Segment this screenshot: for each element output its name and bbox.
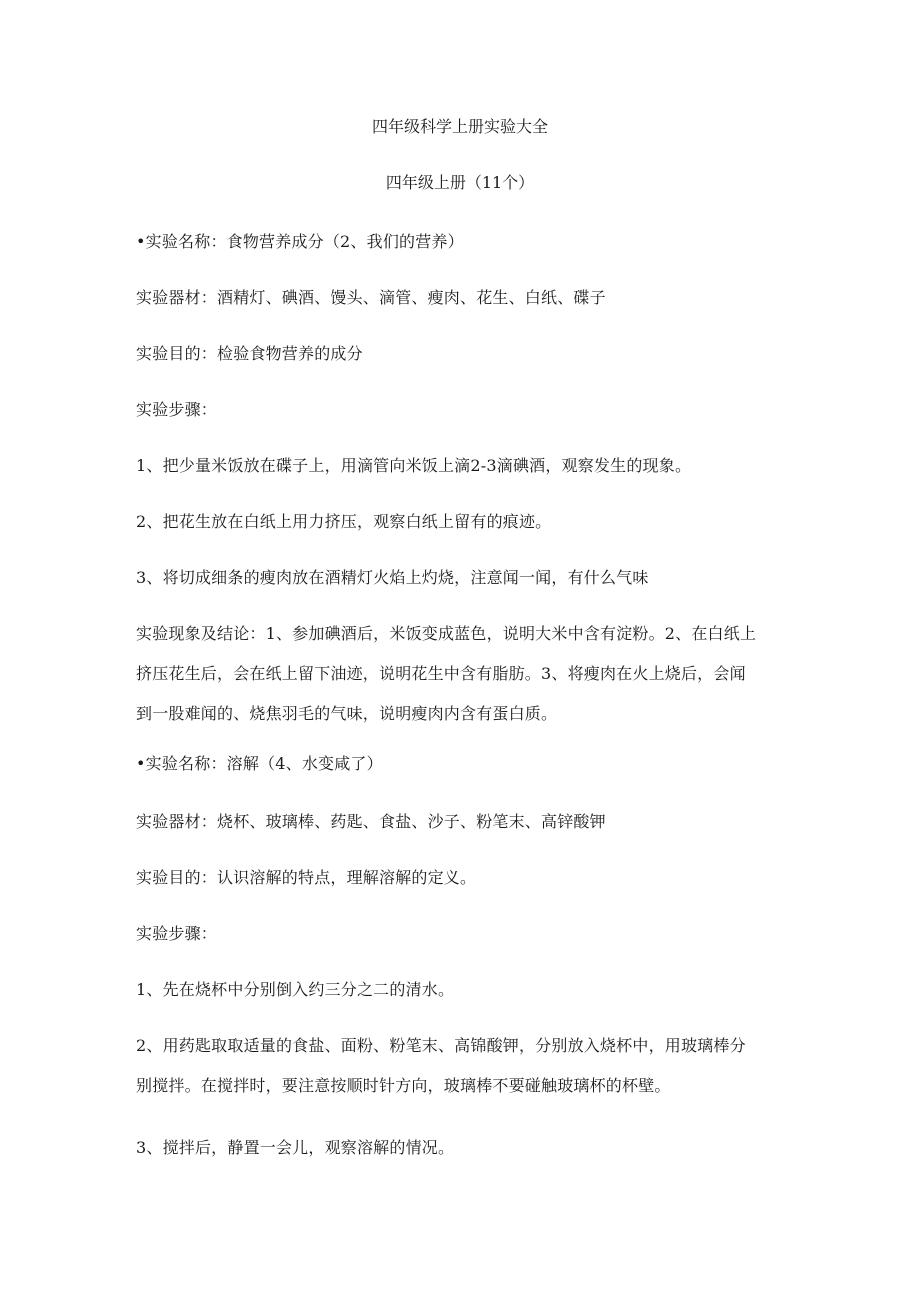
exp2-step-2-line-2: 别搅拌。在搅拌时，要注意按顺时针方向，玻璃棒不要碰触玻璃杯的杯壁。 bbox=[136, 1076, 671, 1095]
exp2-step-2-line-1: 2、用药匙取取适量的食盐、面粉、粉笔末、高锦酸钾，分别放入烧杯中，用玻璃棒分 bbox=[136, 1036, 746, 1055]
exp1-steps-label: 实验步骤： bbox=[136, 400, 218, 419]
exp1-conclusion-line-1: 实验现象及结论：1、参加碘酒后，米饭变成蓝色，说明大米中含有淀粉。2、在白纸上 bbox=[136, 624, 757, 643]
exp2-materials: 实验器材：烧杯、玻璃棒、药匙、食盐、沙子、粉笔末、高锌酸钾 bbox=[136, 812, 606, 831]
exp1-purpose: 实验目的：检验食物营养的成分 bbox=[136, 344, 363, 363]
exp2-steps-label: 实验步骤： bbox=[136, 924, 218, 943]
exp2-purpose: 实验目的：认识溶解的特点，理解溶解的定义。 bbox=[136, 868, 477, 887]
exp1-materials: 实验器材：酒精灯、碘酒、馒头、滴管、瘦肉、花生、白纸、碟子 bbox=[136, 288, 606, 307]
exp1-conclusion-line-2: 挤压花生后，会在纸上留下油迹，说明花生中含有脂肪。3、将瘦肉在火上烧后，会闻 bbox=[136, 664, 746, 683]
exp1-step-3: 3、将切成细条的瘦肉放在酒精灯火焰上灼烧，注意闻一闻，有什么气味 bbox=[136, 568, 649, 587]
document-title: 四年级科学上册实验大全 bbox=[371, 117, 548, 136]
exp1-name: •实验名称：食物营养成分（2、我们的营养） bbox=[136, 232, 464, 251]
exp1-conclusion-line-3: 到一股难闻的、烧焦羽毛的气味，说明瘦肉内含有蛋白质。 bbox=[136, 704, 558, 723]
document-subtitle: 四年级上册（11个） bbox=[385, 173, 535, 192]
exp2-step-1: 1、先在烧杯中分别倒入约三分之二的清水。 bbox=[136, 980, 455, 999]
exp2-step-3: 3、搅拌后，静置一会儿，观察溶解的情况。 bbox=[136, 1138, 455, 1157]
exp2-name: •实验名称：溶解（4、水变咸了） bbox=[136, 754, 383, 773]
exp1-step-1: 1、把少量米饭放在碟子上，用滴管向米饭上滴2-3滴碘酒，观察发生的现象。 bbox=[136, 456, 692, 475]
exp1-step-2: 2、把花生放在白纸上用力挤压，观察白纸上留有的痕迹。 bbox=[136, 512, 552, 531]
